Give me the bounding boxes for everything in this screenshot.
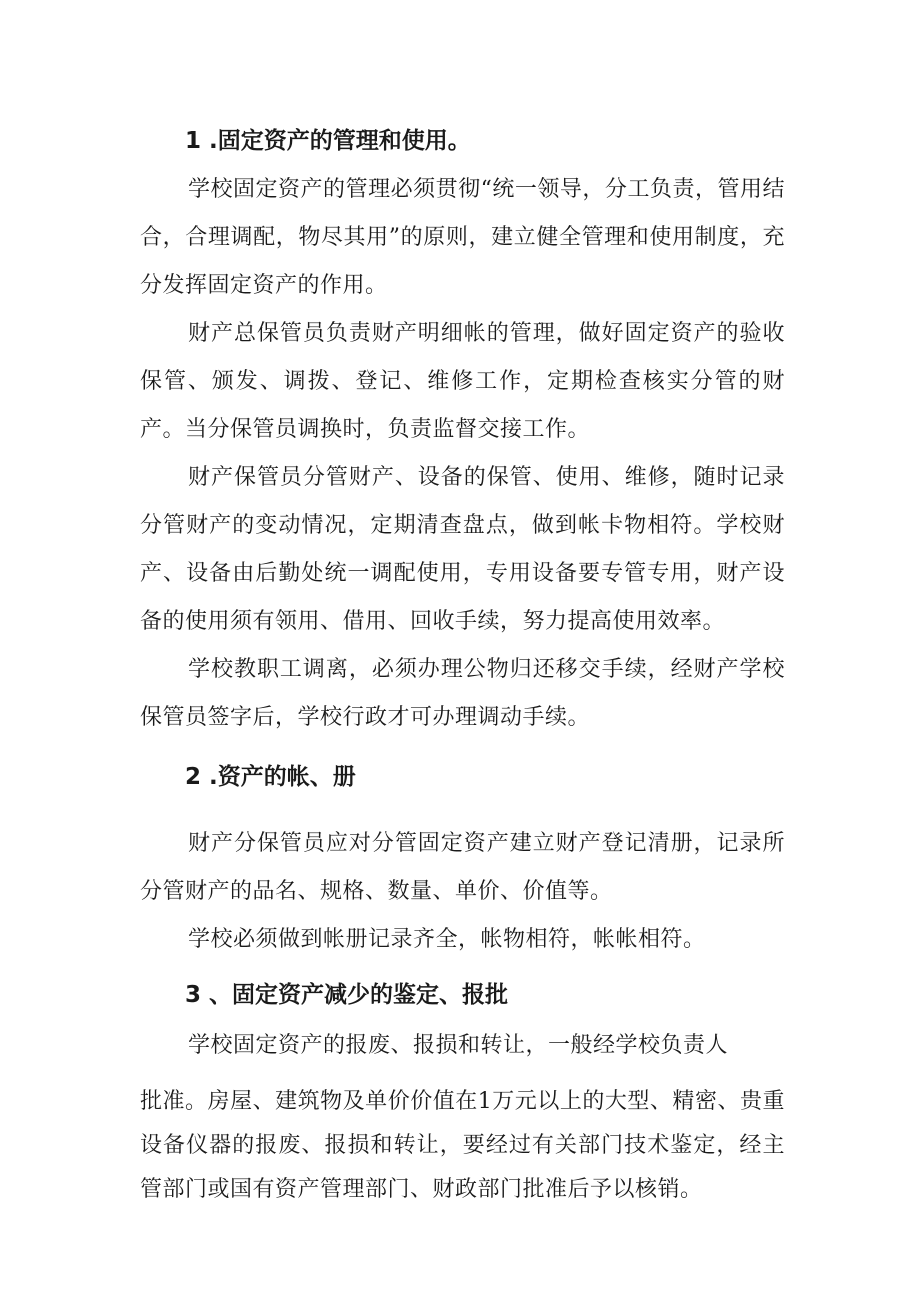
paragraph-3-2: 批准。房屋、建筑物及单价价值在1万元以上的大型、精密、贵重设备仪器的报废、报损和转让，要经过有关部门技术鉴定，经主管部门或国有资产管理部门、财政部门批准后予以核销。 [140, 1089, 785, 1202]
section-heading-3: 3 、固定资产减少的鉴定、报批 [185, 982, 509, 1008]
section-heading-2: 2 .资产的帐、册 [185, 764, 356, 790]
paragraph-1-3: 财产保管员分管财产、设备的保管、使用、维修，随时记录分管财产的变动情况，定期清查盘点，做到帐卡物相符。学校财产、设备由后勤处统一调配使用，专用设备要专管专用，财产设备的使用须有领用、借用、回收手续，努力提高使用效率。 [140, 465, 785, 634]
section-heading-1: 1 .固定资产的管理和使用。 [185, 128, 471, 154]
paragraph-1-4: 学校教职工调离，必须办理公物归还移交手续，经财产学校保管员签字后，学校行政才可办理调动手续。 [140, 657, 785, 730]
paragraph-1-2: 财产总保管员负责财产明细帐的管理，做好固定资产的验收保管、颁发、调拨、登记、维修工作，定期检查核实分管的财产。当分保管员调换时，负责监督交接工作。 [140, 321, 785, 442]
paragraph-3-1: 学校固定资产的报废、报损和转让，一般经学校负责人 [188, 1033, 729, 1058]
paragraph-1-1: 学校固定资产的管理必须贯彻“统一领导，分工负责，管用结合，合理调配，物尽其用”的原则，建立健全管理和使用制度，充分发挥固定资产的作用。 [140, 177, 785, 298]
paragraph-2-2: 学校必须做到帐册记录齐全，帐物相符，帐帐相符。 [188, 927, 706, 952]
paragraph-2-1: 财产分保管员应对分管固定资产建立财产登记清册，记录所分管财产的品名、规格、数量、单价、价值等。 [140, 831, 785, 904]
